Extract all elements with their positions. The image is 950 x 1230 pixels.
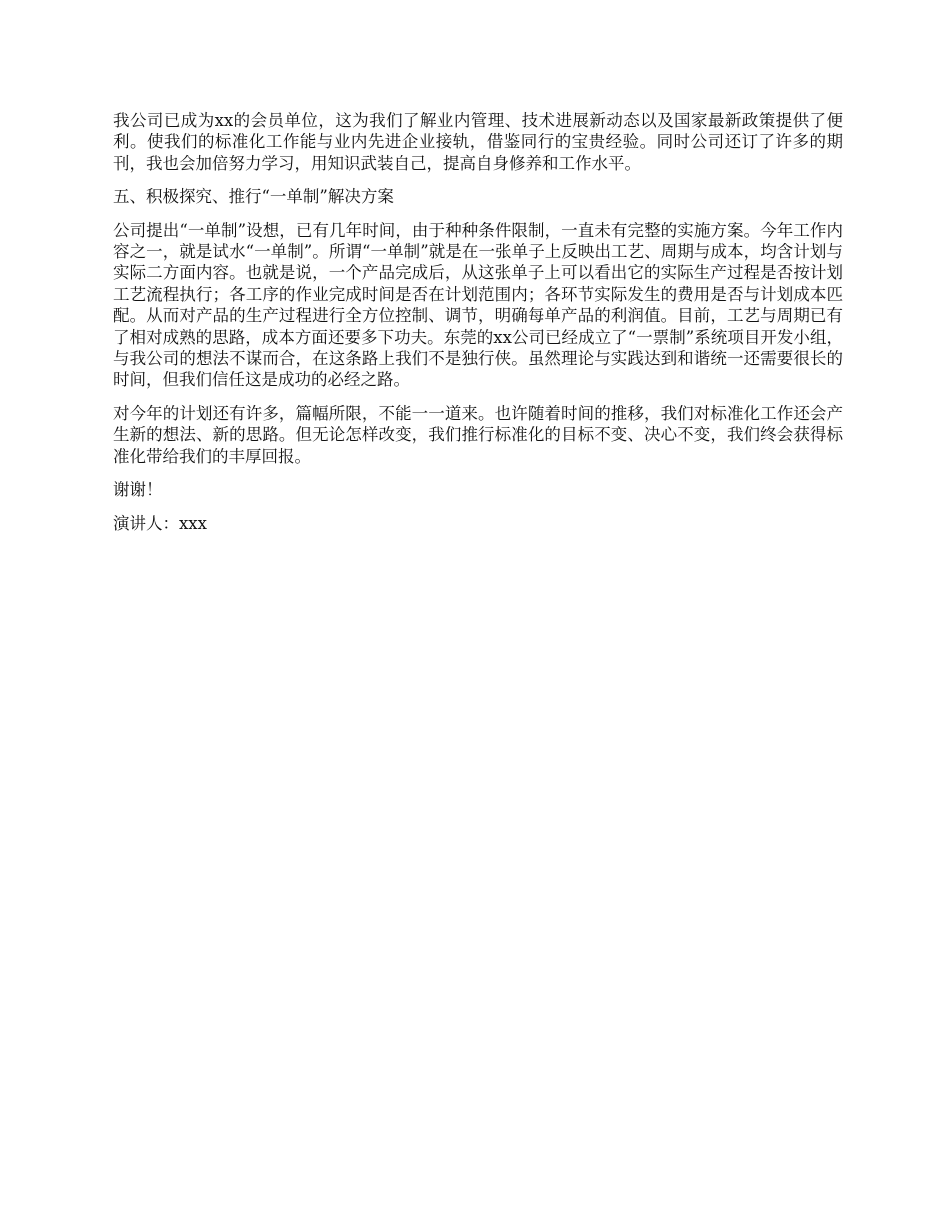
paragraph-conclusion: 对今年的计划还有许多，篇幅所限，不能一一道来。也许随着时间的推移，我们对标准化工作还会产生新的想法、新的思路。但无论怎样改变，我们推行标准化的目标不变、决心不变，我们终会获得标准化带给我们的丰厚回报。 (113, 403, 843, 466)
speaker-line: 演讲人：xxx (113, 513, 207, 533)
document-body (113, 110, 843, 546)
thanks-line: 谢谢！ (113, 480, 163, 500)
paragraph-membership: 我公司已成为xx的会员单位，这为我们了解业内管理、技术进展新动态以及国家最新政策提供了便利。使我们的标准化工作能与业内先进企业接轨，借鉴同行的宝贵经验。同时公司还订了许多的期刊，我也会加倍努力学习，用知识武装自己，提高自身修养和工作水平。 (113, 111, 843, 173)
paragraph-one-sheet-system: 公司提出“一单制”设想，已有几年时间，由于种种条件限制，一直未有完整的实施方案。今年工作内容之一，就是试水“一单制”。所谓“一单制”就是在一张单子上反映出工艺、周期与成本，均含计划与实际二方面内容。也就是说，一个产品完成后，从这张单子上可以看出它的实际生产过程是否按计划工艺流程执行；各工序的作业完成时间是否在计划范围内；各环节实际发生的费用是否与计划成本匹配。从而对产品的生产过程进行全方位控制、调节，明确每单产品的利润值。目前，工艺与周期已有了相对成熟的思路，成本方面还要多下功夫。东莞的xx公司已经成立了“一票制”系统项目开发小组，与我公司的想法不谋而合，在这条路上我们不是独行侠。虽然理论与实践达到和谐统一还需要很长的时间，但我们信任这是成功的必经之路。 (113, 220, 843, 390)
section-heading-one-sheet-system: 五、积极探究、推行“一单制”解决方案 (113, 187, 394, 207)
